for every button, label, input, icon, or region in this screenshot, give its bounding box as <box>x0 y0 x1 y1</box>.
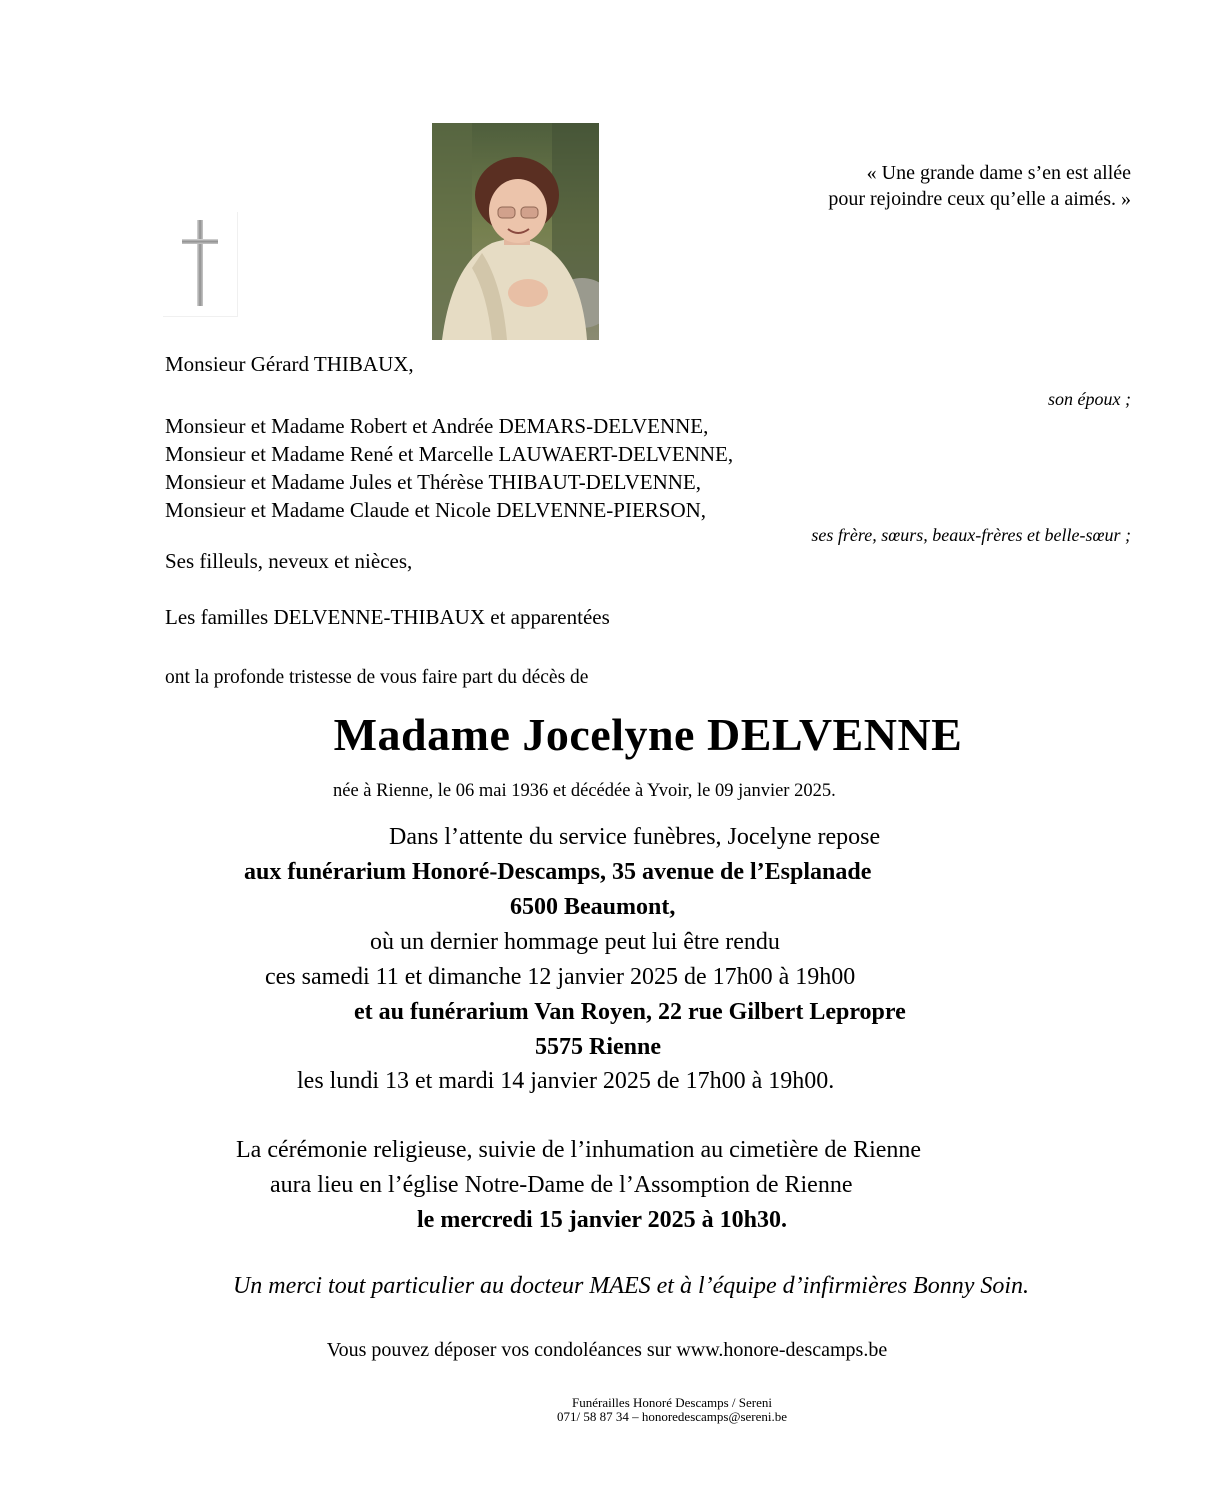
families-line: Les familles DELVENNE-THIBAUX et apparentées <box>165 605 610 629</box>
thanks-line: Un merci tout particulier au docteur MAES et à l’équipe d’infirmières Bonny Soin. <box>232 1273 1030 1299</box>
cross-image <box>163 212 238 317</box>
siblings-role: ses frère, sœurs, beaux-frères et belle-sœur ; <box>811 525 1131 545</box>
visitation-place-1: aux funérarium Honoré-Descamps, 35 avenue de l’Esplanade <box>244 859 872 885</box>
quote-line-1: « Une grande dame s’en est allée <box>866 162 1131 184</box>
cross-horizontal-bar <box>182 239 218 244</box>
visitation-intro: Dans l’attente du service funèbres, Jocelyne repose <box>389 824 881 850</box>
sibling-line-4: Monsieur et Madame Claude et Nicole DELVENNE-PIERSON, <box>165 498 707 522</box>
deceased-name: Madame Jocelyne DELVENNE <box>333 709 963 760</box>
quote <box>828 160 1131 212</box>
visitation-place-2: et au funérarium Van Royen, 22 rue Gilbert Lepropre <box>354 999 906 1025</box>
visitation-city-2: 5575 Rienne <box>535 1034 661 1060</box>
sibling-line-2: Monsieur et Madame René et Marcelle LAUWAERT-DELVENNE, <box>165 442 734 466</box>
visitation-city-1: 6500 Beaumont, <box>510 894 676 920</box>
condolences-line: Vous pouvez déposer vos condoléances sur www.honore-descamps.be <box>326 1339 888 1361</box>
footer-contact: 071/ 58 87 34 – honoredescamps@sereni.be <box>556 1409 788 1424</box>
ceremony-date: le mercredi 15 janvier 2025 à 10h30. <box>417 1207 787 1233</box>
footer-company: Funérailles Honoré Descamps / Sereni <box>571 1395 772 1410</box>
announcement-line: ont la profonde tristesse de vous faire part du décès de <box>165 667 589 688</box>
visitation-tribute: où un dernier hommage peut lui être rendu <box>370 929 780 955</box>
visitation-times-2: les lundi 13 et mardi 14 janvier 2025 de 17h00 à 19h00. <box>297 1068 835 1094</box>
visitation-times-1: ces samedi 11 et dimanche 12 janvier 2025 de 17h00 à 19h00 <box>265 964 856 990</box>
sibling-line-3: Monsieur et Madame Jules et Thérèse THIBAUT-DELVENNE, <box>165 470 701 494</box>
husband-role: son époux ; <box>1048 389 1131 409</box>
husband-line: Monsieur Gérard THIBAUX, <box>165 352 414 376</box>
portrait-photo <box>432 123 599 340</box>
cross-vertical-bar <box>197 220 203 306</box>
birth-death-dates: née à Rienne, le 06 mai 1936 et décédée à Yvoir, le 09 janvier 2025. <box>333 781 836 801</box>
godchildren-line: Ses filleuls, neveux et nièces, <box>165 549 413 573</box>
quote-line-2: pour rejoindre ceux qu’elle a aimés. » <box>828 188 1131 210</box>
ceremony-line-1: La cérémonie religieuse, suivie de l’inhumation au cimetière de Rienne <box>236 1137 922 1163</box>
ceremony-line-2: aura lieu en l’église Notre-Dame de l’Assomption de Rienne <box>270 1172 853 1198</box>
sibling-line-1: Monsieur et Madame Robert et Andrée DEMARS-DELVENNE, <box>165 414 709 438</box>
portrait-illustration <box>432 123 599 340</box>
